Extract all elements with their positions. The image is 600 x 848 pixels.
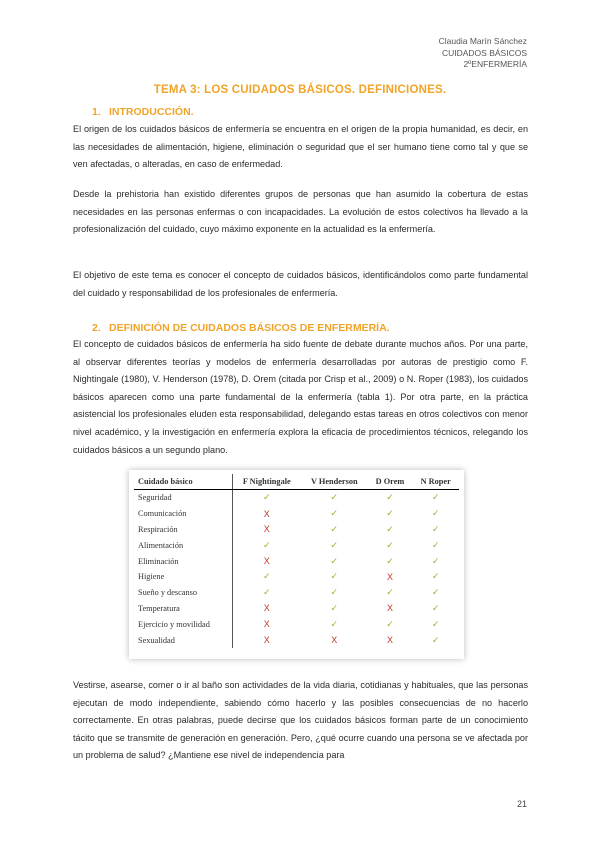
- check-mark-icon: ✓: [330, 602, 339, 613]
- table-row: [134, 616, 459, 632]
- table-header: F Nightingale: [232, 474, 301, 490]
- check-mark-icon: ✓: [431, 602, 440, 613]
- check-mark-icon: ✓: [386, 587, 394, 598]
- section-heading-introduccion: [92, 106, 194, 118]
- table-row: [134, 506, 459, 522]
- table-row: [134, 632, 459, 648]
- cross-mark-icon: X: [263, 635, 270, 646]
- cross-mark-icon: X: [263, 508, 270, 519]
- table-row: [134, 553, 459, 569]
- check-mark-icon: ✓: [431, 539, 440, 550]
- table-row: [134, 537, 459, 553]
- table-row-label: Sueño y descanso: [134, 585, 232, 601]
- table-row-label: Ejercicio y movilidad: [134, 616, 232, 632]
- header-program: 2ºENFERMERÍA: [463, 59, 527, 69]
- check-mark-icon: ✓: [330, 618, 339, 629]
- table-row: [134, 569, 459, 585]
- check-mark-icon: ✓: [431, 571, 440, 582]
- cross-mark-icon: X: [263, 619, 270, 630]
- check-mark-icon: ✓: [431, 508, 440, 519]
- section-title: DEFINICIÓN DE CUIDADOS BÁSICOS DE ENFERMERÍA.: [109, 322, 390, 334]
- table-row-label: Temperatura: [134, 601, 232, 617]
- section-heading-definicion: [92, 322, 390, 334]
- page-number: 21: [516, 799, 527, 809]
- check-mark-icon: ✓: [431, 587, 440, 598]
- section-number: 1.: [92, 106, 101, 118]
- table-header: Cuidado básico: [134, 474, 232, 490]
- check-mark-icon: ✓: [330, 555, 339, 566]
- check-mark-icon: ✓: [386, 492, 394, 503]
- check-mark-icon: ✓: [330, 571, 339, 582]
- care-table: [134, 474, 459, 648]
- check-mark-icon: ✓: [386, 523, 394, 534]
- table-row-label: Higiene: [134, 569, 232, 585]
- section-title: INTRODUCCIÓN.: [109, 106, 194, 118]
- table-body: [134, 490, 459, 648]
- table-header: N Roper: [412, 474, 459, 490]
- paragraph: El origen de los cuidados básicos de enfermería se encuentra en el origen de la propia humanidad, es decir, en las necesidades de alimentación, higiene, eliminación o seguridad que el ser humano tiene como tal y que se ven afectadas, o alteradas, en caso de enfermedad.: [73, 124, 528, 170]
- table-header: V Henderson: [301, 474, 368, 490]
- table-row: [134, 522, 459, 538]
- cross-mark-icon: X: [331, 635, 338, 646]
- page-header: [439, 36, 527, 71]
- table-header-row: [134, 474, 459, 490]
- check-mark-icon: ✓: [330, 492, 339, 503]
- check-mark-icon: ✓: [431, 618, 440, 629]
- check-mark-icon: ✓: [263, 539, 271, 550]
- paragraph: Desde la prehistoria han existido diferentes grupos de personas que han asumido la cobertura de estas necesidades en las personas enfermas o con incapacidades. La evolución de estos colectivos ha llevado a la profesionalización del cuidado, cuyo máximo exponente en la actualidad es la enfermería.: [73, 189, 528, 235]
- header-course: CUIDADOS BÁSICOS: [441, 47, 527, 58]
- check-mark-icon: ✓: [431, 634, 440, 645]
- check-mark-icon: ✓: [386, 618, 394, 629]
- paragraph: El concepto de cuidados básicos de enfermería ha sido fuente de debate durante muchos años. Por una parte, al observar diferentes teorías y modelos de enfermería desarrolladas por autoras de prestigio como F. Nightingale (1980), V. Henderson (1978), D. Orem (citada por Crisp et al., 2009) o N. Roper (1983), los cuidados básicos aparecen como una parte fundamental de la enfermería (tabla 1). Por otra parte, en la práctica asistencial los profesionales eluden esta responsabilidad, delegando estas tareas en otros colectivos con menor nivel académico, y la investigación en enfermería explora la eficacia de procedimientos técnicos, relegando los cuidados básicos a un segundo plano.: [73, 339, 528, 455]
- cross-mark-icon: X: [386, 571, 393, 582]
- check-mark-icon: ✓: [386, 555, 394, 566]
- check-mark-icon: ✓: [330, 508, 339, 519]
- document-title: TEMA 3: LOS CUIDADOS BÁSICOS. DEFINICIONES.: [153, 84, 447, 96]
- paragraph: Vestirse, asearse, comer o ir al baño son actividades de la vida diaria, cotidianas y habituales, que las personas ejecutan de modo independiente, sabiendo cómo hacerlo y las posibles consecuencias de no hacerlo correctamente. En otras palabras, puede decirse que los cuidados básicos forman parte de un conocimiento tácito que se transmite de generación en generación. Pero, ¿qué ocurre cuando una persona se ve afectada por un problema de salud? ¿Mantiene ese nivel de independencia para: [73, 680, 528, 761]
- check-mark-icon: ✓: [263, 571, 271, 582]
- cross-mark-icon: X: [386, 603, 393, 614]
- table-header: D Orem: [368, 474, 413, 490]
- table-row-label: Respiración: [134, 522, 232, 538]
- check-mark-icon: ✓: [263, 492, 271, 503]
- section-number: 2.: [92, 322, 101, 334]
- paragraph: El objetivo de este tema es conocer el concepto de cuidados básicos, identificándolos como parte fundamental del cuidado y responsabilidad de los profesionales de enfermería.: [73, 270, 528, 298]
- table-row-label: Eliminación: [134, 553, 232, 569]
- table-row-label: Alimentación: [134, 537, 232, 553]
- check-mark-icon: ✓: [431, 523, 440, 534]
- table-row-label: Sexualidad: [134, 632, 232, 648]
- cross-mark-icon: X: [263, 603, 270, 614]
- header-author: Claudia Marín Sánchez: [438, 36, 527, 46]
- cross-mark-icon: X: [263, 524, 270, 535]
- check-mark-icon: ✓: [263, 587, 271, 598]
- cross-mark-icon: X: [386, 635, 393, 646]
- table-row-label: Seguridad: [134, 490, 232, 506]
- check-mark-icon: ✓: [431, 492, 440, 503]
- check-mark-icon: ✓: [386, 539, 394, 550]
- check-mark-icon: ✓: [330, 539, 339, 550]
- table-row: [134, 490, 459, 506]
- check-mark-icon: ✓: [330, 587, 339, 598]
- table-row-label: Comunicación: [134, 506, 232, 522]
- table-row: [134, 601, 459, 617]
- check-mark-icon: ✓: [330, 523, 339, 534]
- check-mark-icon: ✓: [431, 555, 440, 566]
- check-mark-icon: ✓: [386, 508, 394, 519]
- care-table-figure: [129, 470, 464, 659]
- cross-mark-icon: X: [263, 556, 270, 567]
- table-row: [134, 585, 459, 601]
